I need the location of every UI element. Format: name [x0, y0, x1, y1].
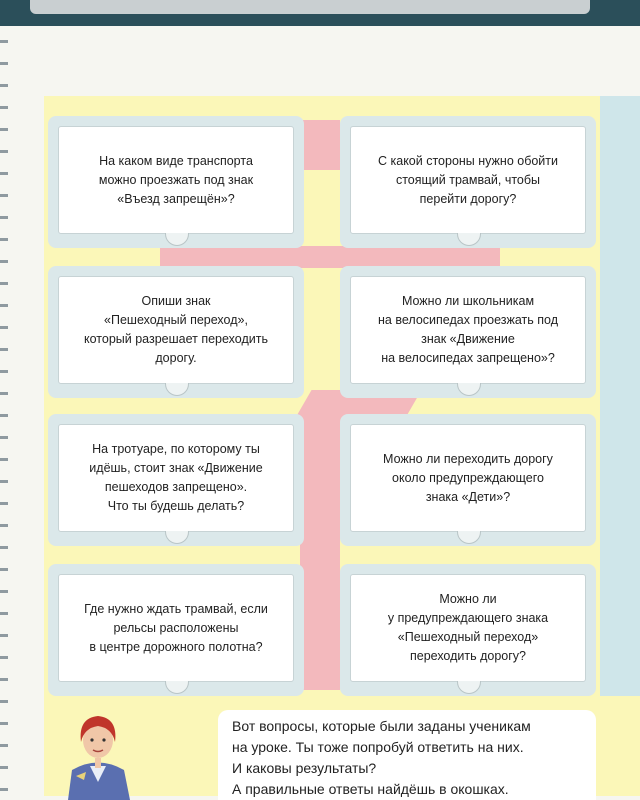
instruction-text: Вот вопросы, которые были заданы ученикам на уроке. Ты тоже попробуй ответить на них. И каковы результаты? А правильные ответы найдёшь в окошках.	[232, 718, 531, 797]
top-tab	[30, 0, 590, 14]
question-text: Можно ли школьникам на велосипедах проезжать под знак «Движение на велосипедах запрещено»?	[378, 294, 558, 365]
question-text: Можно ли у предупреждающего знака «Пешеходный переход» переходить дорогу?	[387, 592, 549, 663]
window-tab[interactable]	[165, 681, 189, 694]
police-officer-illustration	[48, 700, 148, 800]
question-card-6[interactable]	[340, 414, 596, 546]
spiral-binding	[0, 40, 8, 800]
road-segment-4	[300, 420, 340, 580]
window-tab[interactable]	[165, 383, 189, 396]
window-tab[interactable]	[165, 531, 189, 544]
road-segment-5	[300, 570, 340, 690]
window-tab[interactable]	[165, 233, 189, 246]
road-segment-1	[300, 120, 340, 170]
window-tab[interactable]	[457, 681, 481, 694]
question-text: Опиши знак «Пешеходный переход», который разрешает переходить дорогу.	[84, 294, 268, 365]
road-segment-2	[160, 246, 500, 268]
top-bar	[0, 0, 640, 26]
question-text: На каком виде транспорта можно проезжать под знак «Въезд запрещён»?	[98, 153, 254, 206]
question-card-8[interactable]	[340, 564, 596, 696]
window-tab[interactable]	[457, 531, 481, 544]
question-card-4[interactable]	[340, 266, 596, 398]
question-text: Можно ли переходить дорогу около предупреждающего знака «Дети»?	[383, 451, 553, 504]
question-card-5[interactable]	[48, 414, 304, 546]
instruction-box	[218, 710, 596, 800]
question-text: На тротуаре, по которому ты идёшь, стоит знак «Движение пешеходов запрещено». Что ты будешь делать?	[89, 442, 263, 513]
question-text: Где нужно ждать трамвай, если рельсы расположены в центре дорожного полотна?	[84, 601, 268, 654]
window-tab[interactable]	[457, 233, 481, 246]
window-tab[interactable]	[457, 383, 481, 396]
question-card-1[interactable]	[48, 116, 304, 248]
side-panel	[600, 96, 640, 696]
question-card-2[interactable]	[340, 116, 596, 248]
question-text: С какой стороны нужно обойти стоящий трамвай, чтобы перейти дорогу?	[378, 153, 558, 206]
question-card-3[interactable]	[48, 266, 304, 398]
question-card-7[interactable]	[48, 564, 304, 696]
